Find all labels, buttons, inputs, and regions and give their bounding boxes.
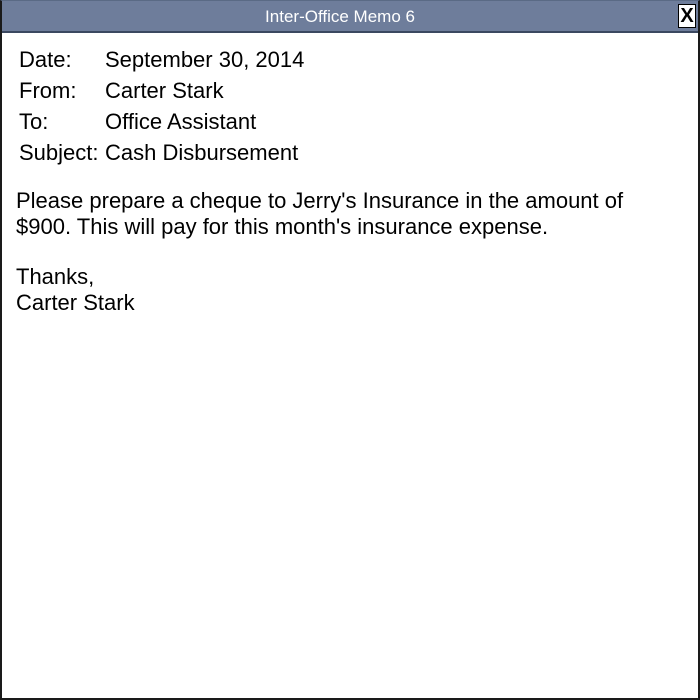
title-bar [2, 1, 698, 33]
from-row [19, 75, 304, 106]
date-row [19, 44, 304, 75]
message-line-1: Please prepare a cheque to Jerry's Insurance in the amount of [16, 188, 624, 213]
from-value: Carter Stark [105, 77, 224, 103]
memo-message [16, 188, 656, 240]
to-label: To: [19, 108, 49, 134]
date-label: Date: [19, 46, 72, 72]
to-value: Office Assistant [105, 108, 257, 134]
signature-text: Carter Stark [16, 290, 135, 315]
to-row [19, 106, 304, 137]
subject-value: Cash Disbursement [105, 139, 299, 165]
close-button[interactable]: X [678, 4, 696, 28]
closing-text: Thanks, [16, 264, 95, 289]
memo-body [16, 188, 656, 340]
window-title: Inter-Office Memo 6 [265, 7, 415, 26]
date-value: September 30, 2014 [105, 46, 305, 72]
memo-header [19, 44, 304, 168]
subject-row [19, 137, 304, 168]
subject-label: Subject: [19, 139, 99, 165]
memo-signoff [16, 264, 656, 316]
from-label: From: [19, 77, 77, 103]
message-line-2: $900. This will pay for this month's insurance expense. [16, 214, 549, 239]
